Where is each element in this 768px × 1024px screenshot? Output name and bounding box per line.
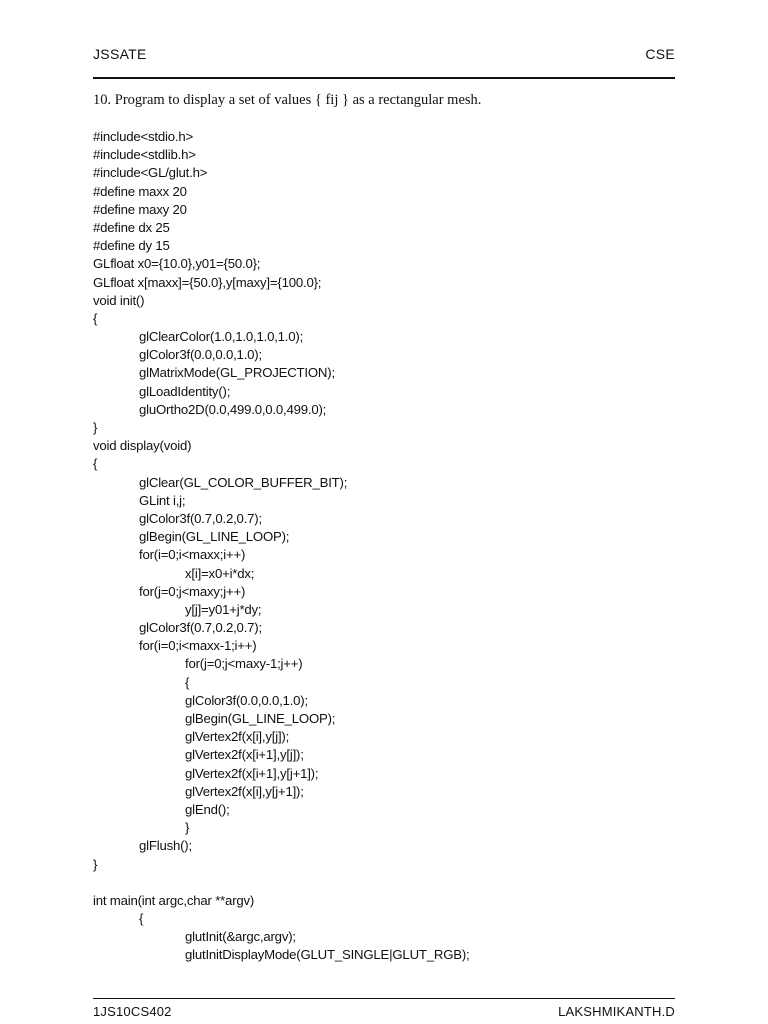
code-line: {: [139, 911, 144, 927]
code-line: #define maxx 20: [93, 183, 187, 199]
code-line: #define dy 15: [93, 238, 170, 254]
code-line: for(j=0;j<maxy;j++): [139, 583, 246, 599]
code-line: glBegin(GL_LINE_LOOP);: [185, 711, 336, 726]
header-department: CSE: [645, 46, 675, 62]
code-line: glVertex2f(x[i+1],y[j+1]);: [185, 765, 319, 781]
code-line: glBegin(GL_LINE_LOOP);: [139, 529, 290, 545]
code-line: glVertex2f(x[i],y[j+1]);: [185, 783, 304, 799]
page-header: [93, 46, 675, 68]
header-institution: JSSATE: [93, 46, 147, 62]
code-line: y[j]=y01+j*dy;: [185, 601, 262, 617]
code-line: }: [93, 420, 98, 435]
code-line: glColor3f(0.7,0.2,0.7);: [139, 510, 262, 526]
code-line: glClear(GL_COLOR_BUFFER_BIT);: [139, 474, 348, 490]
code-line: glutInit(&argc,argv);: [185, 929, 296, 945]
footer-rule: [93, 998, 675, 999]
code-line: glColor3f(0.7,0.2,0.7);: [139, 620, 262, 636]
code-line: glClearColor(1.0,1.0,1.0,1.0);: [139, 329, 304, 345]
code-line: void init(): [93, 292, 145, 308]
code-line: #include<stdio.h>: [93, 129, 193, 144]
code-line: #include<stdlib.h>: [93, 147, 196, 163]
code-line: {: [93, 456, 98, 472]
code-listing: [93, 128, 470, 965]
code-line: [93, 874, 470, 892]
code-line: glColor3f(0.0,0.0,1.0);: [185, 692, 308, 708]
code-line: glLoadIdentity();: [139, 383, 231, 399]
code-line: #define maxy 20: [93, 201, 187, 217]
header-rule: [93, 77, 675, 79]
footer-author: LAKSHMIKANTH.D: [558, 1004, 675, 1019]
code-line: GLint i,j;: [139, 492, 186, 508]
code-line: x[i]=x0+i*dx;: [185, 565, 255, 581]
code-line: glMatrixMode(GL_PROJECTION);: [139, 365, 335, 381]
code-line: glEnd();: [185, 801, 230, 817]
program-title: 10. Program to display a set of values { fij } as a rectangular mesh.: [93, 92, 482, 108]
code-line: }: [185, 820, 190, 836]
code-line: GLfloat x[maxx]={50.0},y[maxy]={100.0};: [93, 274, 322, 290]
code-line: glVertex2f(x[i+1],y[j]);: [185, 747, 304, 763]
code-line: void display(void): [93, 438, 192, 454]
code-line: int main(int argc,char **argv): [93, 892, 255, 908]
code-line: glVertex2f(x[i],y[j]);: [185, 729, 290, 745]
page-footer: [93, 1004, 675, 1022]
code-line: }: [93, 856, 98, 872]
code-line: #include<GL/glut.h>: [93, 165, 208, 181]
code-line: for(i=0;i<maxx;i++): [139, 547, 246, 563]
code-line: {: [93, 310, 98, 326]
code-line: glColor3f(0.0,0.0,1.0);: [139, 347, 262, 363]
code-line: #define dx 25: [93, 219, 170, 235]
code-line: glutInitDisplayMode(GLUT_SINGLE|GLUT_RGB);: [185, 947, 470, 963]
code-line: glFlush();: [139, 838, 192, 854]
code-line: for(j=0;j<maxy-1;j++): [185, 656, 303, 672]
code-line: gluOrtho2D(0.0,499.0,0.0,499.0);: [139, 401, 327, 417]
code-line: {: [185, 674, 190, 690]
footer-usn: 1JS10CS402: [93, 1004, 172, 1019]
code-line: GLfloat x0={10.0},y01={50.0};: [93, 256, 261, 272]
code-line: for(i=0;i<maxx-1;i++): [139, 638, 257, 654]
